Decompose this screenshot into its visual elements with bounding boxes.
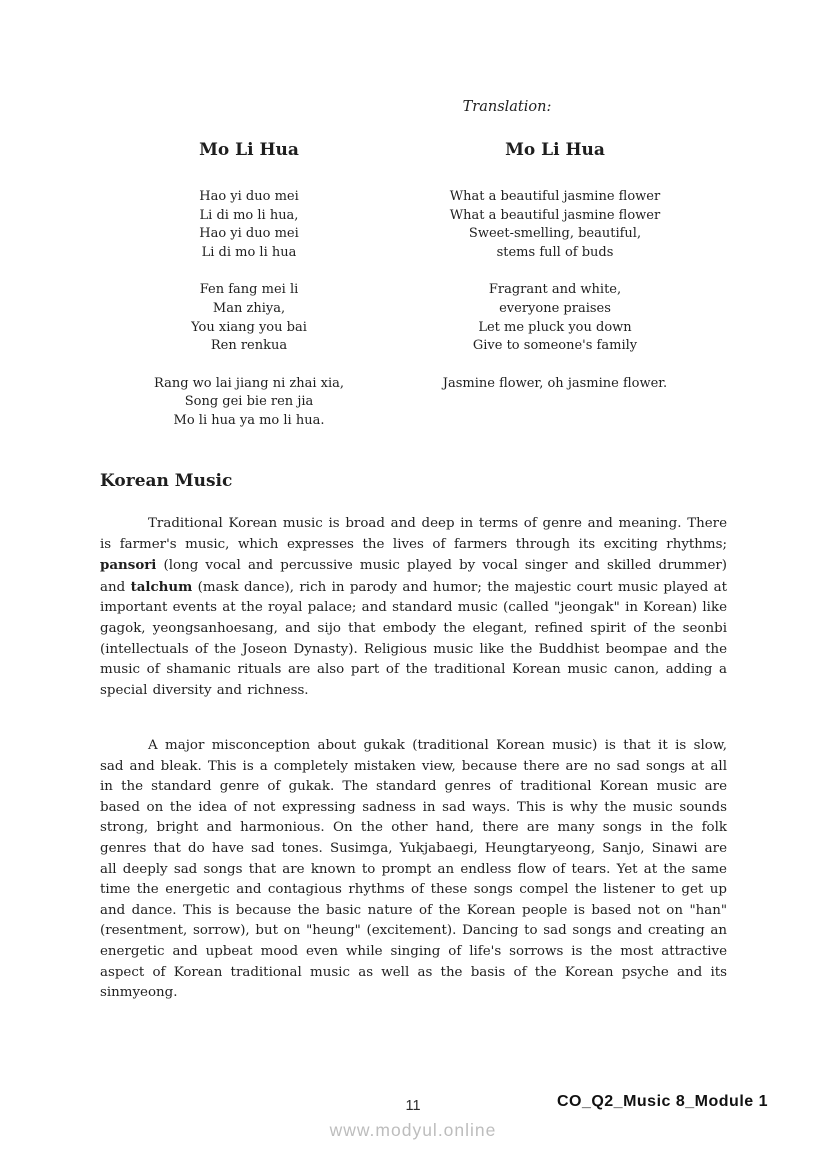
paragraph-text: (mask dance), rich in parody and humor; the majestic court music played at important events at the royal palace; and standard music (called "jeongak" in Korean) like gagok, yeongsanhoesang, and sijo that embody the elegant, refined spirit of the seonbi (intellectuals of the Joseon Dynasty). Religious music like the Buddhist beompae and the music of shamanic rituals are also part of the traditional Korean music canon, adding a special diversity and richness. (100, 579, 728, 698)
korean-music-heading: Korean Music (100, 471, 233, 491)
korean-music-paragraph (100, 736, 727, 1004)
translation-label: Translation: (462, 99, 552, 115)
paragraph-text: Traditional Korean music is broad and deep in terms of genre and meaning. There is farmer's music, which expresses the lives of farmers through its exciting rhythms; (100, 516, 727, 552)
lyric-line: What a beautiful jasmine flower (449, 189, 661, 204)
lyric-line: Man zhiya, (212, 301, 286, 317)
lyric-line: Song gei bie ren jia (184, 394, 314, 410)
stanza (100, 281, 398, 356)
stanza (100, 375, 398, 431)
song-title: Mo Li Hua (199, 140, 299, 160)
watermark: www.modyul.online (329, 1120, 497, 1140)
korean-music-paragraph (100, 514, 727, 701)
lyric-line: Sweet-smelling, beautiful, (468, 226, 642, 242)
lyric-line: stems full of buds (496, 245, 614, 261)
lyric-line: everyone praises (499, 301, 611, 317)
stanza (398, 281, 712, 356)
stanza (398, 188, 712, 263)
lyric-line: What a beautiful jasmine flower (449, 207, 661, 223)
lyrics-column-original (100, 139, 398, 449)
lyric-line: Li di mo li hua, (199, 207, 299, 223)
module-code: CO_Q2_Music 8_Module 1 (556, 1093, 768, 1110)
lyric-line: Give to someone's family (472, 338, 638, 354)
stanza (100, 188, 398, 263)
lyric-line: Li di mo li hua (201, 245, 297, 261)
lyric-line: Mo li hua ya mo li hua. (173, 413, 325, 429)
lyric-line: Ren renkua (210, 338, 288, 354)
bold-term: pansori (100, 557, 157, 574)
lyric-line: Let me pluck you down (478, 319, 632, 335)
lyric-line: You xiang you bai (191, 319, 307, 335)
lyric-line: Fen fang mei li (199, 282, 299, 298)
bold-term: talchum (130, 578, 193, 595)
lyric-line: Hao yi duo mei (199, 226, 299, 242)
song-title: Mo Li Hua (505, 140, 605, 160)
lyric-line: Fragrant and white, (488, 282, 622, 298)
paragraph-text: A major misconception about gukak (traditional Korean music) is that it is slow, sad and bleak. This is a completely mistaken view, because there are no sad songs at all in the standard genre of gukak. The standard genres of traditional Korean music are based on the idea of not expressing sadness in sad ways. This is why the music sounds strong, bright and harmonious. On the other hand, there are many songs in the folk genres that do have sad tones. Susimga, Yukjabaegi, Heungtaryeong, Sanjo, Sinawi are all deeply sad songs that are known to prompt an endless flow of tears. Yet at the same time the energetic and contagious rhythms of these songs compel the listener to get up and dance. This is because the basic nature of the Korean people is based not on "han" (resentment, sorrow), but on "heung" (excitement). Dancing to sad songs and creating an energetic and upbeat mood even while singing of life's sorrows is the most attractive aspect of Korean traditional music as well as the basis of the Korean psyche and its sinmyeong. (100, 738, 727, 1001)
paragraph-text: (long vocal and percussive music played by vocal singer and skilled drummer) and (100, 558, 727, 595)
page-number: 11 (405, 1098, 421, 1114)
lyrics-column-translation (398, 139, 712, 449)
stanza (398, 375, 712, 394)
lyric-line: Rang wo lai jiang ni zhai xia, (153, 375, 344, 391)
song-lyrics (100, 139, 712, 449)
lyric-line: Hao yi duo mei (199, 189, 299, 204)
lyric-line: Jasmine flower, oh jasmine flower. (442, 375, 668, 391)
